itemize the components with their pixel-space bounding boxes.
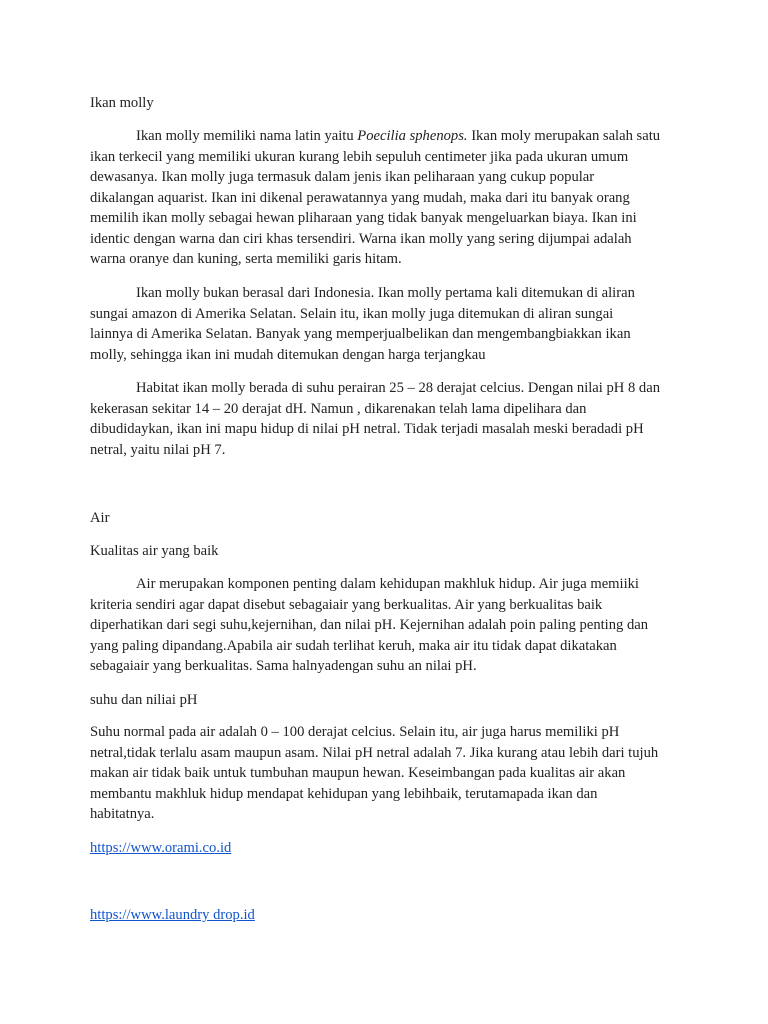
paragraph-line: Ikan molly bukan berasal dari Indonesia. Ikan molly pertama kali ditemukan di aliran — [136, 285, 635, 301]
paragraph-line: identic dengan warna dan ciri khas tersendiri. Warna ikan molly yang sering dijumpai adalah — [90, 230, 632, 247]
paragraph-line: lainnya di Amerika Selatan. Banyak yang memperjualbelikan dan mengembangbiakkan ikan — [90, 326, 631, 342]
paragraph-line: Air merupakan komponen penting dalam kehidupan makhluk hidup. Air juga memiiki — [136, 576, 639, 592]
heading-kualitas-air: Kualitas air yang baik — [90, 543, 219, 559]
link-laundry-drop[interactable]: https://www.laundry drop.id — [90, 907, 255, 923]
paragraph-line: warna oranye dan kuning, serta memiliki garis hitam. — [90, 251, 402, 267]
paragraph-line: Suhu normal pada air adalah 0 – 100 derajat celcius. Selain itu, air juga harus memiliki pH — [90, 724, 620, 740]
heading-suhu-ph: suhu dan niliai pH — [90, 692, 198, 708]
paragraph-ikan-molly-intro — [90, 126, 682, 270]
link-laundry-drop-block — [90, 905, 682, 926]
title-ikan-molly: Ikan molly — [90, 95, 154, 111]
paragraph-line: habitatnya. — [90, 806, 155, 822]
paragraph-line: kriteria sendiri agar dapat disebut sebagaiair yang berkualitas. Air yang berkualitas baik — [90, 596, 603, 613]
paragraph-line: sebagaiair yang berkualitas. Sama halnyadengan suhu an nilai pH. — [90, 658, 477, 674]
paragraph-line: Ikan molly memiliki nama latin yaitu Poecilia sphenops. Ikan moly merupakan salah satu — [136, 128, 661, 144]
paragraph-line: membantu makhluk hidup mendapat kehidupan yang lebihbaik, terutamapada ikan dan — [90, 785, 598, 802]
link-orami[interactable]: https://www.orami.co.id — [90, 840, 232, 856]
paragraph-origin — [90, 283, 682, 365]
paragraph-habitat — [90, 378, 682, 460]
link-orami-block — [90, 838, 682, 859]
paragraph-line: dibudidaykan, ikan ini mapu hidup di nilai pH netral. Tidak terjadi masalah meski beradadi pH — [90, 421, 644, 437]
heading-air: Air — [90, 510, 110, 526]
paragraph-suhu-ph — [90, 722, 682, 825]
paragraph-kualitas-air — [90, 574, 682, 677]
paragraph-line: memilih ikan molly sebagai hewan pliharaan yang tidak banyak mengeluarkan biaya. Ikan ini — [90, 210, 637, 226]
paragraph-line: netral,tidak terlalu asam maupun asam. Nilai pH netral adalah 7. Jika kurang atau lebih dari tujuh — [90, 744, 659, 761]
paragraph-line: molly, sehingga ikan ini mudah ditemukan dengan harga terjangkau — [90, 346, 486, 363]
paragraph-line: makan air tidak baik untuk tumbuhan maupun hewan. Keseimbangan pada kualitas air akan — [90, 765, 626, 781]
paragraph-line: kekerasan sekitar 14 – 20 derajat dH. Namun , dikarenakan telah lama dipelihara dan — [90, 400, 587, 417]
paragraph-line: Habitat ikan molly berada di suhu perairan 25 – 28 derajat celcius. Dengan nilai pH 8 dan — [136, 380, 660, 396]
latin-name: Poecilia sphenops. — [357, 128, 468, 144]
paragraph-line: dikalangan aquarist. Ikan ini dikenal perawatannya yang mudah, maka dari itu banyak orang — [90, 189, 630, 206]
paragraph-line: diperhatikan dari segi suhu,kejernihan, dan nilai pH. Kejernihan adalah poin paling penting dan — [90, 617, 649, 633]
paragraph-line: dewasanya. Ikan molly juga termasuk dalam jenis ikan peliharaan yang cukup popular — [90, 169, 595, 185]
paragraph-line: sungai amazon di Amerika Selatan. Selain itu, ikan molly juga ditemukan di aliran sungai — [90, 305, 614, 322]
paragraph-line: ikan terkecil yang memiliki ukuran kurang lebih sepuluh centimeter jika pada ukuran umum — [90, 148, 629, 165]
paragraph-line: netral, yaitu nilai pH 7. — [90, 441, 226, 458]
paragraph-line: yang paling dipandang.Apabila air sudah terlihat keruh, maka air itu tidak dapat dikatakan — [90, 637, 617, 654]
